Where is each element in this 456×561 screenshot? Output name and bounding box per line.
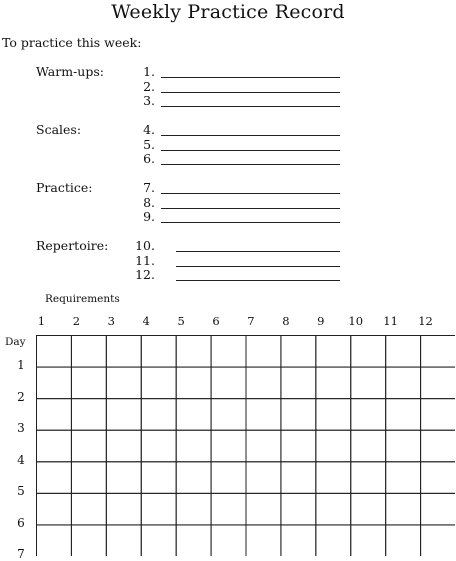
grid-cell[interactable] xyxy=(351,336,386,368)
grid-cell[interactable] xyxy=(176,336,211,368)
practice-group-label: Practice: xyxy=(36,180,93,195)
practice-item-number: 4. xyxy=(143,122,155,137)
grid-cell[interactable] xyxy=(37,336,72,368)
grid-cell[interactable] xyxy=(246,367,281,399)
grid-cell[interactable] xyxy=(386,462,421,494)
grid-cell[interactable] xyxy=(211,399,246,431)
grid-cell[interactable] xyxy=(421,430,455,462)
grid-cell[interactable] xyxy=(176,525,211,556)
grid-cell[interactable] xyxy=(281,525,316,556)
practice-item-number: 8. xyxy=(143,194,155,210)
grid-cell[interactable] xyxy=(351,430,386,462)
requirement-column-number: 2 xyxy=(72,314,81,328)
practice-item xyxy=(36,122,155,136)
page-title: Weekly Practice Record xyxy=(111,1,345,23)
grid-cell[interactable] xyxy=(71,399,106,431)
requirement-column-number: 1 xyxy=(37,314,46,328)
grid-cell[interactable] xyxy=(246,336,281,368)
grid-cell[interactable] xyxy=(37,525,72,556)
practice-item-blank[interactable] xyxy=(161,151,340,165)
grid-cell[interactable] xyxy=(246,399,281,431)
grid-cell[interactable] xyxy=(71,430,106,462)
requirement-column-number: 10 xyxy=(348,314,364,328)
grid-cell[interactable] xyxy=(37,399,72,431)
grid-cell[interactable] xyxy=(211,336,246,368)
grid-cell[interactable] xyxy=(386,399,421,431)
practice-item xyxy=(36,195,155,209)
practice-item xyxy=(36,180,155,194)
requirement-column-number: 6 xyxy=(212,314,220,328)
practice-item-blank[interactable] xyxy=(161,195,340,209)
grid-cell[interactable] xyxy=(316,367,351,399)
practice-item-number: 5. xyxy=(143,136,155,152)
grid-cell[interactable] xyxy=(71,367,106,399)
grid-cell[interactable] xyxy=(246,493,281,525)
practice-item xyxy=(36,137,155,151)
grid-cell[interactable] xyxy=(246,525,281,556)
grid-cell[interactable] xyxy=(351,399,386,431)
practice-item xyxy=(36,267,155,281)
grid-cell[interactable] xyxy=(141,336,176,368)
practice-item-number: 7. xyxy=(143,180,155,195)
requirement-column-number: 3 xyxy=(107,314,115,328)
grid-cell[interactable] xyxy=(421,336,455,368)
grid-cell[interactable] xyxy=(386,525,421,556)
grid-cell[interactable] xyxy=(37,430,72,462)
grid-cell[interactable] xyxy=(281,430,316,462)
grid-cell[interactable] xyxy=(316,493,351,525)
grid-cell[interactable] xyxy=(316,462,351,494)
grid-cell[interactable] xyxy=(351,367,386,399)
grid-cell[interactable] xyxy=(106,430,141,462)
practice-grid-lines xyxy=(36,335,455,556)
grid-cell[interactable] xyxy=(316,430,351,462)
day-row-number: 1 xyxy=(17,358,25,372)
grid-cell[interactable] xyxy=(281,399,316,431)
practice-item-blank[interactable] xyxy=(176,253,340,267)
practice-item-number: 9. xyxy=(143,209,155,225)
grid-cell[interactable] xyxy=(386,336,421,368)
practice-item-blank[interactable] xyxy=(161,79,340,93)
practice-item xyxy=(36,238,155,252)
intro-text: To practice this week: xyxy=(2,35,142,50)
grid-cell[interactable] xyxy=(141,430,176,462)
practice-item-number: 3. xyxy=(143,93,155,109)
grid-cell[interactable] xyxy=(351,462,386,494)
grid-cell[interactable] xyxy=(351,525,386,556)
practice-group-label: Warm-ups: xyxy=(36,64,104,79)
grid-cell[interactable] xyxy=(71,493,106,525)
grid-cell[interactable] xyxy=(106,462,141,494)
grid-cell[interactable] xyxy=(281,367,316,399)
practice-group-label: Scales: xyxy=(36,122,82,137)
grid-cell[interactable] xyxy=(37,462,72,494)
grid-cell[interactable] xyxy=(176,367,211,399)
practice-item-blank[interactable] xyxy=(161,122,340,136)
grid-cell[interactable] xyxy=(176,493,211,525)
grid-cell[interactable] xyxy=(421,367,455,399)
grid-cell[interactable] xyxy=(71,525,106,556)
grid-cell[interactable] xyxy=(316,399,351,431)
grid-cell[interactable] xyxy=(386,430,421,462)
grid-cell[interactable] xyxy=(316,336,351,368)
grid-cell[interactable] xyxy=(37,367,72,399)
requirement-column-number: 9 xyxy=(317,314,325,328)
practice-grid xyxy=(36,335,455,556)
grid-cell[interactable] xyxy=(176,399,211,431)
practice-item-number: 11. xyxy=(135,252,155,268)
practice-item-blank[interactable] xyxy=(176,238,340,252)
practice-item xyxy=(36,151,155,165)
requirement-column-number: 11 xyxy=(383,314,398,328)
day-row-number: 3 xyxy=(17,421,25,436)
grid-cell[interactable] xyxy=(211,367,246,399)
grid-cell[interactable] xyxy=(351,493,386,525)
requirement-column-number: 12 xyxy=(418,314,433,328)
grid-cell[interactable] xyxy=(211,493,246,525)
grid-cell[interactable] xyxy=(281,493,316,525)
grid-cell[interactable] xyxy=(386,493,421,525)
grid-cell[interactable] xyxy=(211,462,246,494)
practice-item-number: 2. xyxy=(143,78,155,94)
grid-cell[interactable] xyxy=(141,399,176,431)
practice-item-number: 10. xyxy=(135,238,155,253)
day-row-number: 2 xyxy=(17,389,25,404)
grid-cell[interactable] xyxy=(421,493,455,525)
day-row-number: 5 xyxy=(17,484,25,499)
practice-item xyxy=(36,93,155,107)
requirements-label: Requirements xyxy=(45,293,120,305)
practice-item-blank[interactable] xyxy=(161,180,340,194)
grid-cell[interactable] xyxy=(281,462,316,494)
grid-cell[interactable] xyxy=(141,367,176,399)
practice-item-blank[interactable] xyxy=(161,209,340,223)
day-row-number: 4 xyxy=(17,452,25,467)
grid-cell[interactable] xyxy=(141,493,176,525)
grid-cell[interactable] xyxy=(141,462,176,494)
grid-cell[interactable] xyxy=(246,430,281,462)
grid-cell[interactable] xyxy=(176,430,211,462)
grid-cell[interactable] xyxy=(141,525,176,556)
grid-cell[interactable] xyxy=(211,525,246,556)
practice-item xyxy=(36,79,155,93)
practice-item xyxy=(36,64,155,78)
day-label: Day xyxy=(5,336,26,348)
grid-cell[interactable] xyxy=(106,493,141,525)
requirement-column-number: 4 xyxy=(142,314,150,328)
grid-cell[interactable] xyxy=(386,367,421,399)
grid-cell[interactable] xyxy=(211,430,246,462)
grid-cell[interactable] xyxy=(316,525,351,556)
grid-cell[interactable] xyxy=(106,367,141,399)
grid-cell[interactable] xyxy=(421,525,455,556)
grid-cell[interactable] xyxy=(176,462,211,494)
day-row-number: 7 xyxy=(17,547,25,561)
day-row-number: 6 xyxy=(17,515,25,530)
grid-cell[interactable] xyxy=(246,462,281,494)
requirement-column-number: 5 xyxy=(177,314,185,328)
practice-item-number: 6. xyxy=(143,151,155,167)
grid-cell[interactable] xyxy=(71,336,106,368)
grid-cell[interactable] xyxy=(37,493,72,525)
practice-item-blank[interactable] xyxy=(161,93,340,107)
requirement-column-number: 7 xyxy=(247,314,255,328)
grid-cell[interactable] xyxy=(71,462,106,494)
practice-group-label: Repertoire: xyxy=(36,238,109,253)
practice-item xyxy=(36,209,155,223)
grid-cell[interactable] xyxy=(421,399,455,431)
grid-cell[interactable] xyxy=(106,525,141,556)
grid-cell[interactable] xyxy=(106,336,141,368)
grid-cell[interactable] xyxy=(421,462,455,494)
practice-item xyxy=(36,253,155,267)
practice-item-number: 1. xyxy=(143,64,155,79)
grid-cell[interactable] xyxy=(106,399,141,431)
practice-item-number: 12. xyxy=(135,267,155,283)
practice-item-blank[interactable] xyxy=(161,137,340,151)
practice-item-blank[interactable] xyxy=(176,267,340,281)
grid-cell[interactable] xyxy=(281,336,316,368)
requirement-column-number: 8 xyxy=(282,314,290,328)
practice-item-blank[interactable] xyxy=(161,64,340,78)
